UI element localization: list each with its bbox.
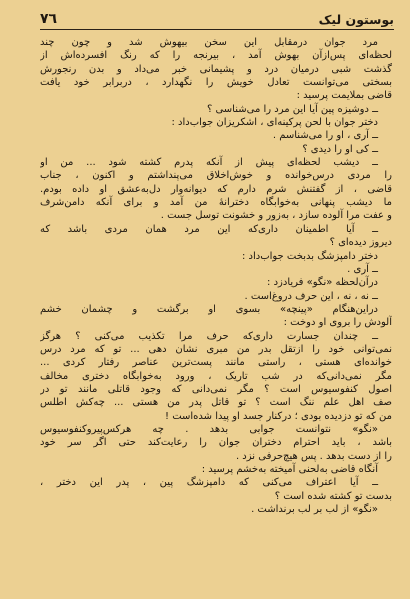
page-number: ٧٦ (40, 11, 58, 27)
text-line: بسختی می‌توانست تعادل خویش را نگهدارد ، دربرابر خود یافت (40, 77, 392, 89)
text-line: آلودش را بروی او دوخت : (283, 317, 392, 329)
text-line: ــ دوشیزه پین آیا این مرد را می‌شناسی ؟ (206, 103, 378, 115)
text-line: ــ چندان جسارت داری‌که حرف مرا تکذیب می‌کنی ؟ هرگز (40, 330, 378, 342)
text-line: را مردی درس‌خوانده و خوش‌اخلاق می‌پنداشتم و اکنون ، جناب (40, 170, 392, 182)
text-line: مرد جوان درمقابل این سخن بیهوش شد و چون چند (40, 37, 378, 48)
running-title: بوستون لیک (318, 12, 394, 27)
text-line: ما دیشب پنهانی به‌خوابگاه دخترانهٔ من آمد و برای آنکه دامن‌شرف (40, 197, 392, 209)
text-line: ــ آیا اطمینان داری‌که این مرد همان مردی باشد که (40, 223, 378, 235)
text-line: دختر جوان با لحن پرکینه‌ای ، اشکریزان جواب‌داد : (171, 117, 378, 129)
text-line: ــ دیشب لحظه‌ای پیش از آنکه پدرم کشته شود ... من او (40, 157, 378, 169)
text-line: خوانده‌ای هستی ، راستی مانند پست‌ترین عناصر رفتار کردی ... (40, 357, 392, 369)
text-line: «نگو» از لب بر لب برنداشت . (251, 504, 378, 516)
text-line: و عفت مرا آلوده سازد ، به‌زور و خشونت توسل جست . (160, 210, 392, 222)
text-line: بدست تو کشته شده است ؟ (274, 490, 392, 502)
text-line: اصول کنفوسیوس است ؟ مگر نمی‌دانی که وجود قاتلی مانند تو در (40, 383, 392, 395)
text-line: قاضی بملایمت پرسید : (296, 90, 392, 102)
text-line: ــ کی او را دیدی ؟ (302, 143, 378, 155)
text-line: ــ آری ، او را می‌شناسم . (272, 130, 378, 142)
page-header (40, 7, 394, 30)
text-line: درآن‌لحظه «نگو» فریادزد : (267, 277, 378, 289)
text-line: ــ نه ، نه ، این حرف دروغ‌است . (244, 290, 378, 302)
text-line: لحظه‌ای پس‌ازآن بهوش آمد ، بیرنجه را که رنگ افسرده‌اش از (40, 50, 392, 62)
text-line: من که تو دزدیده بودی ؛ درکنار جسد او پیدا شده‌است ! (165, 410, 392, 422)
text-line: آنگاه قاضی به‌لحنی آمیخته به‌خشم پرسید : (201, 464, 378, 475)
text-line: نمی‌توانی خود را ازتقل بدر من مبری نشان دهی ... تو که مرد درس (40, 343, 392, 355)
text-line: را از دست بدهد . پس هیچ‌حرفی نزد . (235, 450, 392, 462)
text-line: مگر نمی‌دانی‌که در شب تاریک ، ورود به‌خوابگاه دختری مخالف (40, 370, 392, 382)
text-line: ــ آیا اعتراف می‌کنی که دامپزشگ پین ، پدر این دختر ، (40, 477, 378, 489)
body-text (40, 36, 392, 593)
text-line: ــ آری . (347, 263, 378, 275)
text-line: «نگو» نتوانست جوابی بدهد . چه هرکس‌پیرو‌کنفوسیوس (40, 423, 378, 435)
text-line: باشد ، باید احترام دختران جوان را رعایت‌کند حتی اگر سر خود (40, 437, 392, 449)
text-line: قاضی ، از گفتنش شرم دارم که دیوانه‌وار دل‌به‌عشق او داده بودم. (40, 183, 392, 195)
text-line: درا‌ین‌هنگام «پینچه» بسوی او برگشت و چشمان خشم (40, 303, 378, 315)
text-line: صف اهل علم ننگ است ؟ تو قاتل پدر من هستی ... چه‌کش اطلس (40, 397, 392, 409)
text-line: دیروز دیده‌ای ؟ (329, 237, 392, 249)
text-line: دختر دامپزشگ بدبخت جواب‌داد : (241, 250, 378, 262)
text-line: گذشت شبی درمیان درد و پشیمانی خبر می‌داد و بدن رنجورش (40, 63, 392, 75)
